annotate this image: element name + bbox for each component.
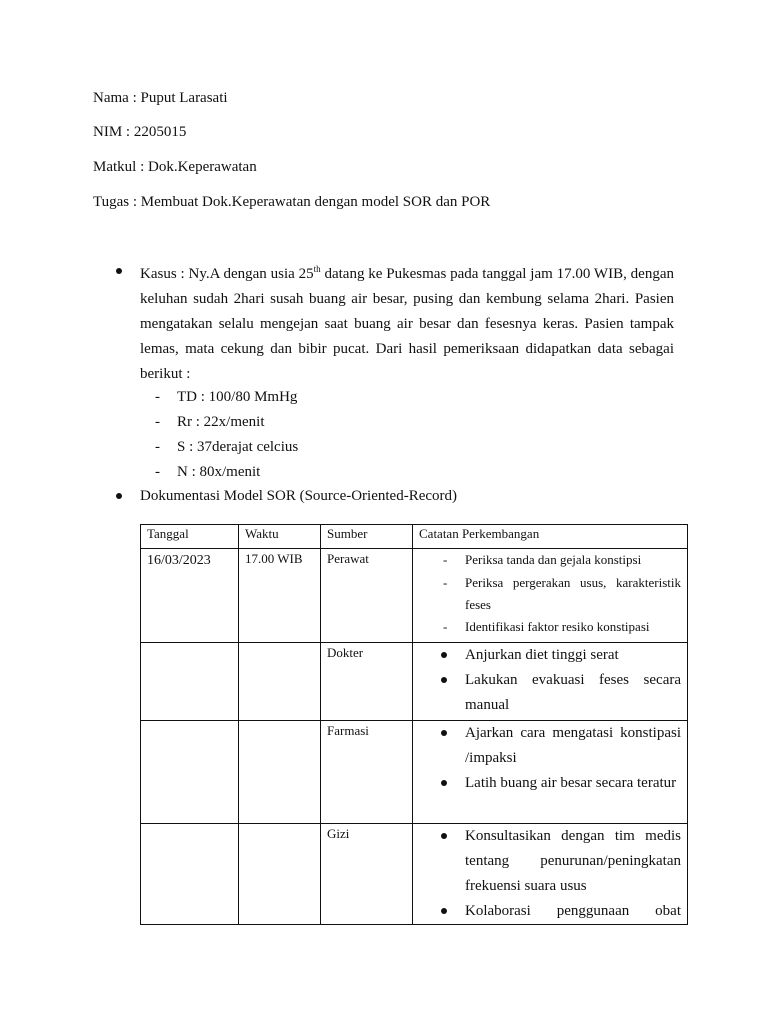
- table-row: [141, 549, 688, 643]
- list-item: - Periksa pergerakan usus, karakteristik feses: [443, 575, 681, 612]
- case-text-start: Kasus : Ny.A dengan usia 25: [140, 266, 314, 282]
- waktu-cell: [239, 643, 320, 645]
- sumber-cell: Farmasi: [327, 723, 369, 738]
- vital-item: - N : 80x/menit: [155, 464, 261, 480]
- list-item: Latih buang air besar secara teratur: [413, 771, 681, 796]
- column-header: Catatan Perkembangan: [413, 525, 688, 549]
- bullet-icon: [113, 265, 125, 277]
- vital-item: - TD : 100/80 MmHg: [155, 389, 298, 405]
- table-row: [141, 643, 688, 721]
- course-name: Matkul : Dok.Keperawatan: [93, 159, 257, 175]
- student-name: Nama : Puput Larasati: [93, 90, 228, 106]
- bullet-icon: [113, 490, 125, 502]
- list-item: Konsultasikan dengan tim medis tentang penurunan/peningkatan frekuensi suara usus: [413, 824, 681, 899]
- sumber-cell: Perawat: [327, 551, 369, 566]
- assignment-title: Tugas : Membuat Dok.Keperawatan dengan model SOR dan POR: [93, 194, 491, 210]
- waktu-cell: 17.00 WIB: [245, 551, 303, 566]
- column-header: Sumber: [321, 525, 413, 549]
- waktu-cell: [239, 824, 320, 826]
- list-item: Anjurkan diet tinggi serat: [413, 643, 681, 668]
- column-header: Waktu: [239, 525, 321, 549]
- tanggal-cell: 16/03/2023: [147, 553, 211, 568]
- tanggal-cell: [141, 824, 238, 826]
- list-item: - Identifikasi faktor resiko konstipasi: [443, 619, 650, 634]
- vital-item: - S : 37derajat celcius: [155, 439, 299, 455]
- table-header-row: [141, 525, 688, 549]
- vital-item: - Rr : 22x/menit: [155, 414, 265, 430]
- notes-list: [413, 824, 687, 924]
- case-text-rest: datang ke Pukesmas pada tanggal jam 17.00 WIB, dengan keluhan sudah 2hari susah buang air besar, pusing dan kembung selama 2hari. Pasien mengatakan selalu mengejan saat buang air besar dan fesesnya keras. Pasien tampak lemas, mata cekung dan bibir pucat. Dari hasil pemeriksaan didapatkan data sebagai berikut :: [140, 266, 674, 382]
- sumber-cell: Gizi: [327, 826, 350, 841]
- list-item: Ajarkan cara mengatasi konstipasi /impaksi: [413, 721, 681, 771]
- case-description: [140, 262, 674, 387]
- sor-table: [140, 524, 688, 925]
- case-text-superscript: th: [313, 264, 321, 274]
- list-item: Lakukan evakuasi feses secara manual: [413, 668, 681, 718]
- tanggal-cell: [141, 643, 238, 645]
- sor-section-title: Dokumentasi Model SOR (Source-Oriented-Record): [140, 488, 458, 504]
- list-item: - Periksa tanda dan gejala konstipsi: [443, 552, 642, 567]
- list-item: Kolaborasi penggunaan obat: [413, 899, 681, 924]
- waktu-cell: [239, 721, 320, 723]
- column-header: Tanggal: [141, 525, 239, 549]
- table-row: [141, 721, 688, 824]
- notes-list: [413, 643, 687, 718]
- tanggal-cell: [141, 721, 238, 723]
- vital-signs-list: [155, 385, 298, 485]
- notes-list: [413, 549, 687, 638]
- sumber-cell: Dokter: [327, 645, 364, 660]
- table-row: [141, 824, 688, 925]
- notes-list: [413, 721, 687, 796]
- student-nim: NIM : 2205015: [93, 124, 187, 140]
